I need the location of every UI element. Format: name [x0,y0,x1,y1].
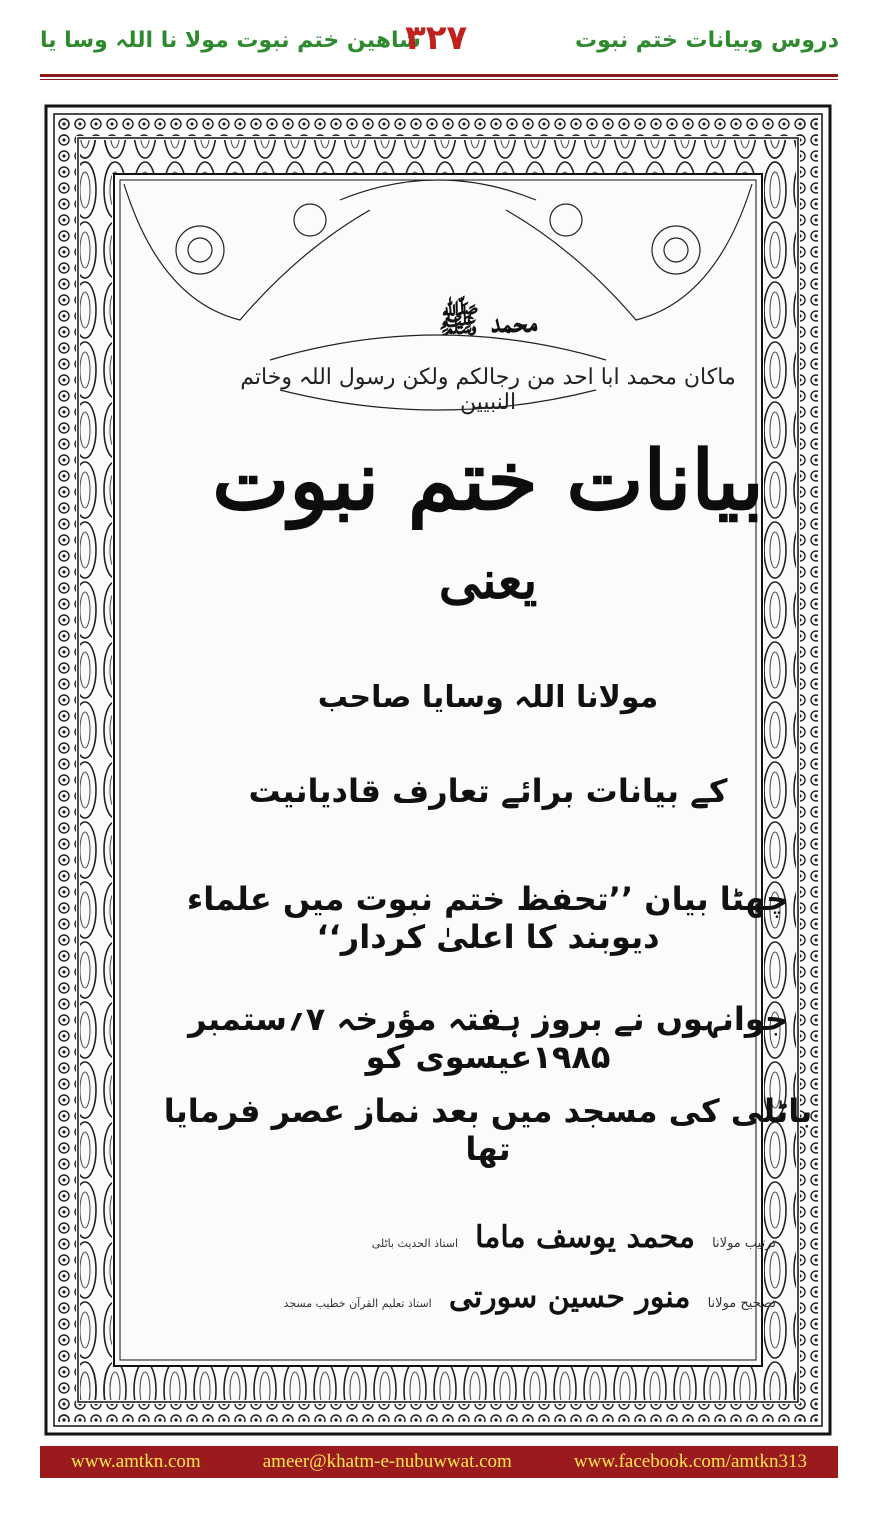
credit-name: منور حسین سورتی [448,1280,691,1315]
book-subtitle: یعنی [438,550,538,611]
date-line: جوانہوں نے بروز ہفتہ مؤرخہ ۷؍ستمبر ۱۹۸۵عیسوی کو [188,1000,788,1076]
topic-line: کے بیانات برائے تعارف قادیانیت [248,772,728,810]
venue-line: باٹلی کی مسجد میں بعد نماز عصر فرمایا تھا [163,1092,813,1168]
credit-name: محمد یوسف ماما [475,1220,695,1255]
credit-label: ترتیب مولانا [712,1236,776,1251]
email-link[interactable]: ameer@khatm-e-nubuwwat.com [262,1451,512,1472]
seal-calligraphy [220,300,756,430]
lecture-title-line: چھٹا بیان ’’تحفظ ختم نبوت میں علماء دیوبند کا اعلیٰ کردار‘‘ [186,880,790,956]
compiler-credit [200,1220,776,1255]
seal-verse: ماکان محمد ابا احد من رجالکم ولکن رسول اللہ وخاتم النبیین [240,365,736,415]
header-book-title: دروس وبیانات ختم نبوت [575,28,839,53]
website-link[interactable]: www.amtkn.com [71,1451,201,1472]
header-rule [40,74,838,77]
book-title: بیانات ختم نبوت [212,433,764,529]
page-number: ۳۲۷ [405,18,468,58]
header-rule-thin [40,79,838,80]
credit-label: تصحیح مولانا [707,1296,776,1311]
cover-scan [40,100,836,1440]
credit-role: استاذ الحدیث باٹلی [371,1237,459,1250]
corrector-credit [200,1280,776,1315]
credit-role: استاذ تعلیم القرآن خطیب مسجد [283,1297,432,1310]
seal-name: محمد ﷺ [438,301,538,341]
author-line: مولانا اللہ وسایا صاحب [317,680,659,715]
facebook-link[interactable]: www.facebook.com/amtkn313 [573,1451,807,1472]
page-header [0,0,881,82]
page-footer [40,1446,838,1478]
header-author-title: شاھین ختم نبوت مولا نا اللہ وسا یا [40,28,421,53]
